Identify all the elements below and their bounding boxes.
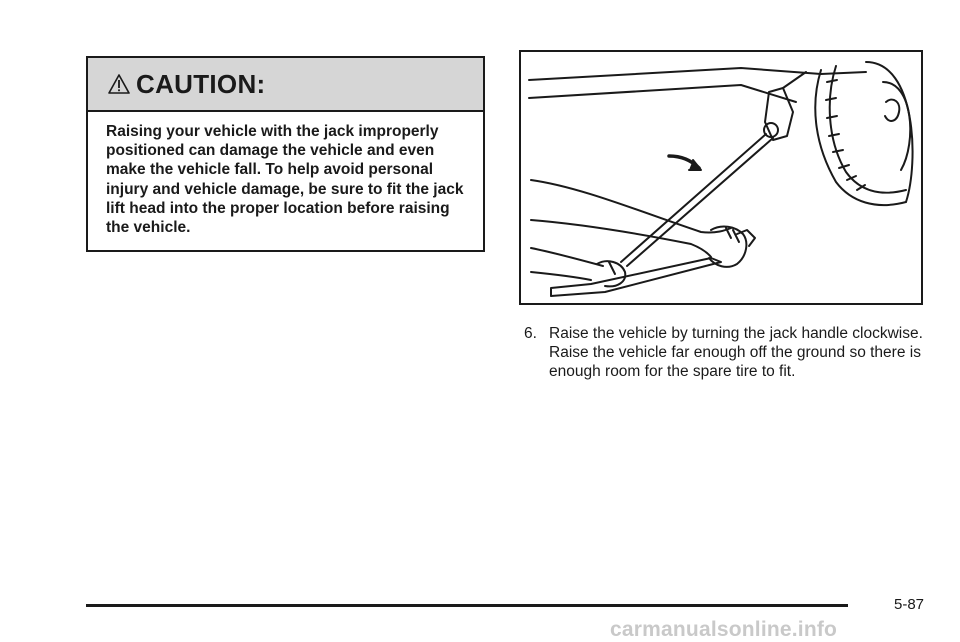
jack-illustration (519, 50, 923, 305)
watermark: carmanualsonline.info (610, 618, 838, 641)
caution-box (86, 56, 485, 252)
caution-text: Raising your vehicle with the jack improperly positioned can damage the vehicle and even make the vehicle fall. To help avoid personal injury and vehicle damage, be sure to fit the jack lift head into the proper location before raising the vehicle. (106, 123, 464, 237)
step-text: Raise the vehicle by turning the jack handle clockwise. Raise the vehicle far enough off the ground so there is enough room for the spare tire to fit. (549, 325, 923, 380)
page-number: 5-87 (894, 596, 925, 613)
warning-triangle-icon (108, 74, 130, 94)
step-6 (524, 324, 924, 381)
caution-header (88, 58, 483, 112)
jack-handle-drawing (521, 52, 921, 303)
footer-rule (86, 604, 848, 607)
step-number: 6. (524, 325, 537, 342)
caution-title: CAUTION: (136, 68, 266, 99)
